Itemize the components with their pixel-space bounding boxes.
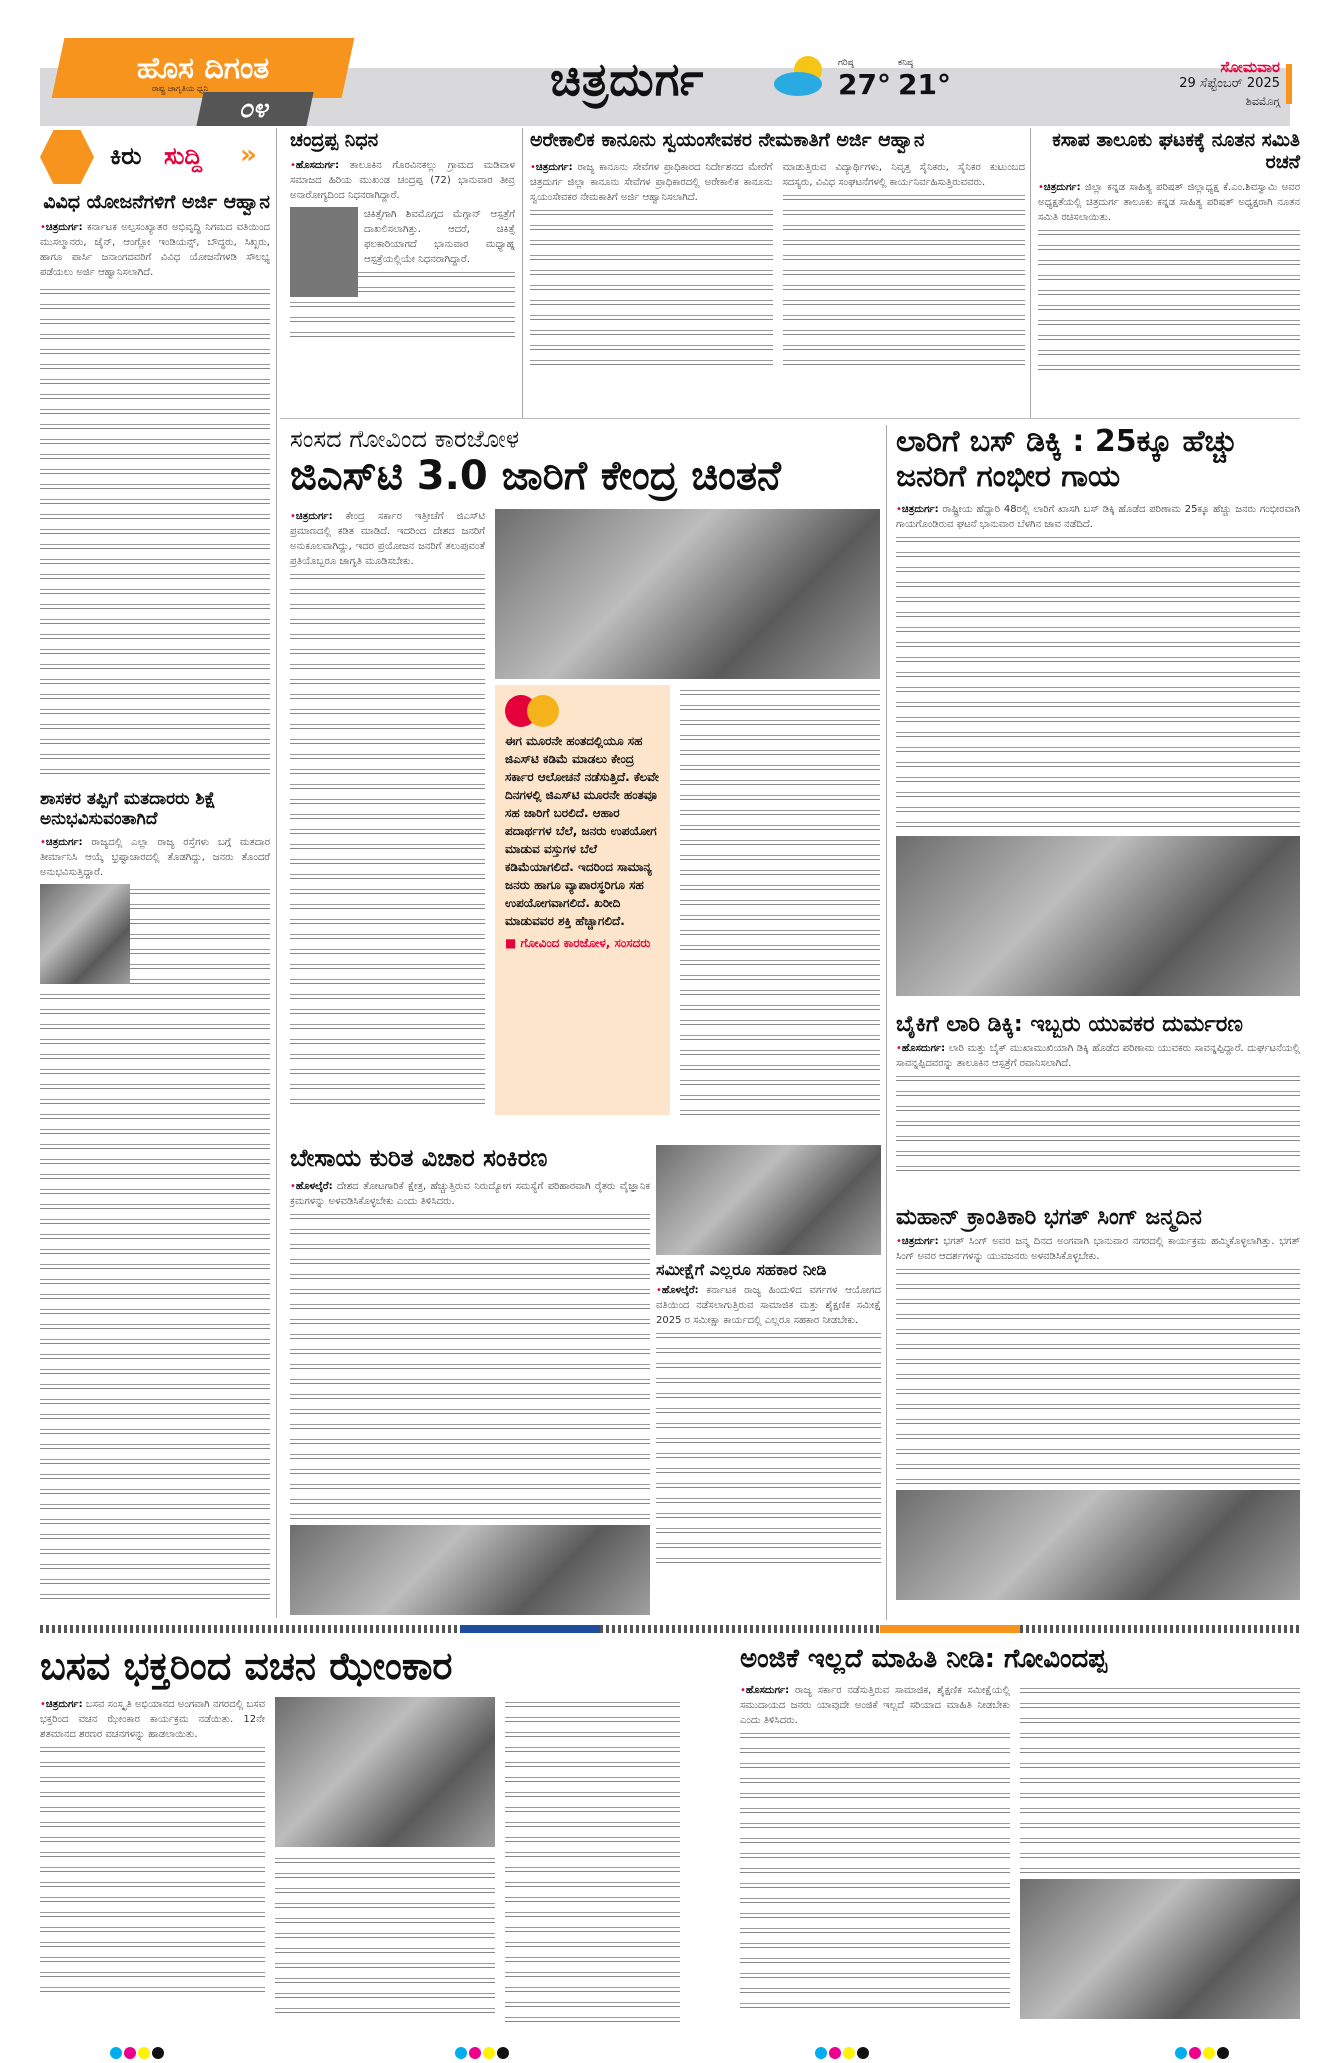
article-body-text — [656, 1328, 881, 1568]
article-text: ತಾಲೂಕಿನ ಗೊರವಿನಕಲ್ಲು ಗ್ರಾಮದ ಮಡಿವಾಳ ಸಮಾಜದ ಹಿರಿಯ ಮುಖಂಡ ಚಂದ್ರಪ್ಪ (72) ಭಾನುವಾರ ತೀವ್ರ ಅನಾರೋಗ್ಯದಿಂದ ನಿಧನರಾಗಿದ್ದಾರೆ. — [290, 159, 515, 201]
article-body-text — [40, 284, 270, 784]
dateline: ಹೊಸದುರ್ಗ: — [295, 159, 340, 171]
quote-text: ಈಗ ಮೂರನೇ ಹಂತದಲ್ಲಿಯೂ ಸಹ ಜಿಎಸ್‌ಟಿ ಕಡಿಮೆ ಮಾಡಲು ಕೇಂದ್ರ ಸರ್ಕಾರ ಆಲೋಚನೆ ನಡೆಸುತ್ತಿದೆ. ಕೆಲವೇ ದಿನಗಳಲ್ಲಿ ಜಿಎಸ್‌ಟಿ ಮೂರನೇ ಹಂತವೂ ಸಹ ಜಾರಿಗೆ ಬರಲಿದೆ. ಆಹಾರ ಪದಾರ್ಥಗಳ ಬೆಲೆ, ಜನರು ಉಪಯೋಗ ಮಾಡುವ ವಸ್ತುಗಳ ಬೆಲೆ ಕಡಿಮೆಯಾಗಲಿದೆ. ಇದರಿಂದ ಸಾಮಾನ್ಯ ಜನರು ಹಾಗೂ ವ್ಯಾಪಾರಸ್ಥರಿಗೂ ಸಹ ಉಪಯೋಗವಾಗಲಿದೆ. ಖರೀದಿ ಮಾಡುವವರ ಶಕ್ತಿ ಹೆಚ್ಚಾಗಲಿದೆ. — [505, 734, 659, 928]
article-kasapa: ಕಸಾಪ ತಾಲೂಕು ಘಟಕಕ್ಕೆ ನೂತನ ಸಮಿತಿ ರಚನೆ •ಚಿತ್ರದುರ್ಗ: ಜಿಲ್ಲಾ ಕನ್ನಡ ಸಾಹಿತ್ಯ ಪರಿಷತ್ ಜಿಲ್ಲಾಧ್ಯಕ್ಷ ಕೆ.ಎಂ.ಶಿವಸ್ವಾಮಿ ಅವರ ಅಧ್ಯಕ್ಷತೆಯಲ್ಲಿ ಚಿತ್ರದುರ್ಗ ತಾಲೂಕು ಕನ್ನಡ ಸಾಹಿತ್ಯ ಪರಿಷತ್ ಅಧ್ಯಕ್ಷರಾಗಿ ನೂತನ ಸಮಿತಿ ರಚಿಸಲಾಯಿತು. — [1038, 130, 1300, 375]
headline: ಶಾಸಕರ ತಪ್ಪಿಗೆ ಮತದಾರರು ಶಿಕ್ಷೆ ಅನುಭವಿಸುವಂತಾಗಿದೆ — [40, 789, 216, 829]
article-chandrappa: ಚಂದ್ರಪ್ಪ ನಿಧನ •ಹೊಸದುರ್ಗ: ತಾಲೂಕಿನ ಗೊರವಿನಕಲ್ಲು ಗ್ರಾಮದ ಮಡಿವಾಳ ಸಮಾಜದ ಹಿರಿಯ ಮುಖಂಡ ಚಂದ್ರಪ್ಪ (72) ಭಾನುವಾರ ತೀವ್ರ ಅನಾರೋಗ್ಯದಿಂದ ನಿಧನರಾಗಿದ್ದಾರೆ. ಚಿಕಿತ್ಸೆಗಾಗಿ ಶಿವಮೊಗ್ಗದ ಮೆಗ್ಗಾನ್ ಆಸ್ಪತ್ರೆಗೆ ದಾಖಲಿಸಲಾಗಿತ್ತು. ಆದರೆ, ಚಿಕಿತ್ಸೆ ಫಲಕಾರಿಯಾಗದೆ ಭಾನುವಾರ ಮಧ್ಯಾಹ್ನ ಆಸ್ಪತ್ರೆಯಲ್ಲಿಯೇ ನಿಧನರಾಗಿದ್ದಾರೆ. — [290, 130, 515, 347]
dateline: ಚಿತ್ರದುರ್ಗ: — [535, 161, 573, 173]
article-lorry-bus: ಲಾರಿಗೆ ಬಸ್ ಡಿಕ್ಕಿ : 25ಕ್ಕೂ ಹೆಚ್ಚು ಜನರಿಗೆ ಗಂಭೀರ ಗಾಯ •ಚಿತ್ರದುರ್ಗ: ರಾಷ್ಟ್ರೀಯ ಹೆದ್ದಾರಿ 48ರಲ್ಲಿ ಲಾರಿಗೆ ಖಾಸಗಿ ಬಸ್ ಡಿಕ್ಕಿ ಹೊಡೆದ ಪರಿಣಾಮ 25ಕ್ಕೂ ಹೆಚ್ಚು ಜನರು ಗಂಭೀರವಾಗಿ ಗಾಯಗೊಂಡಿರುವ ಘಟನೆ ಭಾನುವಾರ ಬೆಳಗಿನ ಜಾವ ನಡೆದಿದೆ. — [896, 425, 1300, 996]
article-text: ಕರ್ನಾಟಕ ರಾಜ್ಯ ಹಿಂದುಳಿದ ವರ್ಗಗಳ ಆಯೋಗದ ವತಿಯಿಂದ ನಡೆಸಲಾಗುತ್ತಿರುವ ಸಾಮಾಜಿಕ ಮತ್ತು ಶೈಕ್ಷಣಿಕ ಸಮೀಕ್ಷೆ 2025 ರ ಸಮೀಕ್ಷಾ ಕಾರ್ಯದಲ್ಲಿ ಎಲ್ಲರೂ ಸಹಕಾರ ನೀಡಬೇಕು. — [656, 1285, 881, 1327]
headline: ಬಸವ ಭಕ್ತರಿಂದ ವಚನ ಝೇಂಕಾರ — [40, 1644, 453, 1688]
article-text: ಕರ್ನಾಟಕ ಅಲ್ಪಸಂಖ್ಯಾತರ ಅಭಿವೃದ್ಧಿ ನಿಗಮದ ವತಿಯಿಂದ ಮುಸಲ್ಮಾನರು, ಜೈನ್, ಆಂಗ್ಲೋ ಇಂಡಿಯನ್ಸ್, ಬೌದ್ಧರು, ಸಿಖ್ಖರು, ಹಾಗೂ ಪಾರ್ಸಿ ಜನಾಂಗದವರಿಗೆ ವಿವಿಧ ಯೋಜನೆಗಳಡಿ ಸೌಲಭ್ಯ ಪಡೆಯಲು ಅರ್ಜಿ ಆಹ್ವಾನಿಸಲಾಗಿದೆ. — [40, 221, 270, 278]
print-registration-marks — [815, 2044, 871, 2063]
article-yojane: ವಿವಿಧ ಯೋಜನೆಗಳಿಗೆ ಅರ್ಜಿ ಆಹ್ವಾನ •ಚಿತ್ರದುರ್ಗ: ಕರ್ನಾಟಕ ಅಲ್ಪಸಂಖ್ಯಾತರ ಅಭಿವೃದ್ಧಿ ನಿಗಮದ ವತಿಯಿಂದ ಮುಸಲ್ಮಾನರು, ಜೈನ್, ಆಂಗ್ಲೋ ಇಂಡಿಯನ್ಸ್, ಬೌದ್ಧರು, ಸಿಖ್ಖರು, ಹಾಗೂ ಪಾರ್ಸಿ ಜನಾಂಗದವರಿಗೆ ವಿವಿಧ ಯೋಜನೆಗಳಡಿ ಸೌಲಭ್ಯ ಪಡೆಯಲು ಅರ್ಜಿ ಆಹ್ವಾನಿಸಲಾಗಿದೆ. — [40, 192, 270, 784]
article-text: ರಾಷ್ಟ್ರೀಯ ಹೆದ್ದಾರಿ 48ರಲ್ಲಿ ಲಾರಿಗೆ ಖಾಸಗಿ ಬಸ್ ಡಿಕ್ಕಿ ಹೊಡೆದ ಪರಿಣಾಮ 25ಕ್ಕೂ ಹೆಚ್ಚು ಜನರು ಗಂಭೀರವಾಗಿ ಗಾಯಗೊಂಡಿರುವ ಘಟನೆ ಭಾನುವಾರ ಬೆಳಗಿನ ಜಾವ ನಡೆದಿದೆ. — [896, 504, 1301, 530]
hand-icon — [40, 130, 94, 184]
weather-cloud-sun-icon — [770, 48, 832, 98]
city: ಶಿವಮೊಗ್ಗ — [1245, 95, 1280, 108]
headline: ವಿವಿಧ ಯೋಜನೆಗಳಿಗೆ ಅರ್ಜಿ ಆಹ್ವಾನ — [43, 191, 270, 213]
kiru-label: ಕಿರು — [110, 142, 142, 170]
headline: ಮಹಾನ್ ಕ್ರಾಂತಿಕಾರಿ ಭಗತ್ ಸಿಂಗ್ ಜನ್ಮದಿನ — [896, 1205, 1202, 1230]
headline: ಅಂಜಿಕೆ ಇಲ್ಲದೆ ಮಾಹಿತಿ ನೀಡಿ: ಗೋವಿಂದಪ್ಪ — [740, 1644, 1107, 1674]
article-arekalika: ಅರೇಕಾಲಿಕ ಕಾನೂನು ಸ್ವಯಂಸೇವಕರ ನೇಮಕಾತಿಗೆ ಅರ್ಜಿ ಆಹ್ವಾನ •ಚಿತ್ರದುರ್ಗ: ರಾಜ್ಯ ಕಾನೂನು ಸೇವೆಗಳ ಪ್ರಾಧಿಕಾರದ ನಿರ್ದೇಶನದ ಮೇರೆಗೆ ಚಿತ್ರದುರ್ಗ ಜಿಲ್ಲಾ ಕಾನೂನು ಸೇವೆಗಳ ಪ್ರಾಧಿಕಾರದಲ್ಲಿ ಅರೇಕಾಲಿಕ ಕಾನೂನು ಸ್ವಯಂಸೇವಕರ ನೇಮಕಾತಿಗೆ ಅರ್ಜಿ ಆಹ್ವಾನಿಸಲಾಗಿದೆ. ಮಾಡುತ್ತಿರುವ ವಿದ್ಯಾರ್ಥಿಗಳು, ನಿವೃತ್ತ ಸೈನಿಕರು, ಸೈನಿಕರ ಕುಟುಂಬದ ಸದಸ್ಯರು, ವಿವಿಧ ಸಂಘಟನೆಗಳಲ್ಲಿ ಕಾರ್ಯನಿರ್ವಹಿಸುತ್ತಿರುವವರು. — [530, 130, 1025, 370]
article-body-text — [290, 1209, 650, 1519]
dateline: ಚಿತ್ರದುರ್ಗ: — [901, 504, 939, 515]
hospital-photo — [896, 836, 1300, 996]
headline: ಬೈಕಿಗೆ ಲಾರಿ ಡಿಕ್ಕಿ: ಇಬ್ಬರು ಯುವಕರ ದುರ್ಮರಣ — [896, 1012, 1243, 1037]
article-text: ಕೇಂದ್ರ ಸರ್ಕಾರ ಇತ್ತೀಚೆಗೆ ಜಿಎಸ್‌ಟಿ ಪ್ರಮಾಣದಲ್ಲಿ ಕಡಿತ ಮಾಡಿದೆ. ಇದರಿಂದ ದೇಶದ ಜನರಿಗೆ ಅನುಕೂಲವಾಗಿದ್ದು, ಇದರ ಪ್ರಯೋಜನ ಜನರಿಗೆ ತಲುಪುವಂತೆ ಪ್ರತಿಯೊಬ್ಬರೂ ಜಾಗೃತಿ ಮೂಡಿಸಬೇಕು. — [290, 511, 485, 567]
article-body-text — [896, 1071, 1300, 1181]
headline: ಅರೇಕಾಲಿಕ ಕಾನೂನು ಸ್ವಯಂಸೇವಕರ ನೇಮಕಾತಿಗೆ ಅರ್ಜಿ ಆಹ್ವಾನ — [530, 129, 925, 151]
article-body-text — [896, 532, 1300, 832]
portrait-photo — [40, 884, 130, 984]
article-text: ರಾಜ್ಯ ಸರ್ಕಾರ ನಡೆಸುತ್ತಿರುವ ಸಾಮಾಜಿಕ, ಶೈಕ್ಷಣಿಕ ಸಮೀಕ್ಷೆಯಲ್ಲಿ ಸಮುದಾಯದ ಜನರು ಯಾವುದೇ ಅಂಜಿಕೆ ಇಲ್ಲದೆ ಸರಿಯಾದ ಮಾಹಿತಿ ನೀಡಬೇಕು ಎಂದು ತಿಳಿಸಿದರು. — [740, 1684, 1010, 1726]
community-photo — [1020, 1879, 1300, 2019]
dateline: ಚಿತ್ರದುರ್ಗ: — [901, 1236, 939, 1248]
article-body-text — [1020, 1683, 1300, 1873]
article-body-text — [505, 1697, 680, 2022]
press-meet-photo — [495, 509, 880, 679]
weekday: ಸೋಮವಾರ — [1220, 58, 1280, 76]
date: 29 ಸೆಪ್ಟೆಂಬರ್ 2025 — [1179, 76, 1280, 91]
headline: ಕಸಾಪ ತಾಲೂಕು ಘಟಕಕ್ಕೆ ನೂತನ ಸಮಿತಿ ರಚನೆ — [1052, 129, 1300, 173]
article-body-text — [896, 1264, 1300, 1484]
paper-name: ಹೊಸ ದಿಗಂತ — [136, 50, 270, 86]
article-text: ಬಸವ ಸಂಸ್ಕೃತಿ ಅಭಿಯಾನದ ಅಂಗವಾಗಿ ನಗರದಲ್ಲಿ ಬಸವ ಭಕ್ತರಿಂದ ವಚನ ಝೇಂಕಾರ ಕಾರ್ಯಕ್ರಮ ನಡೆಯಿತು. 12ನೇ ಶತಮಾನದ ಶರಣರ ವಚನಗಳನ್ನು ಹಾಡಲಾಯಿತು. — [40, 1698, 265, 1740]
article-text: ರಾಜ್ಯ ಕಾನೂನು ಸೇವೆಗಳ ಪ್ರಾಧಿಕಾರದ ನಿರ್ದೇಶನದ ಮೇರೆಗೆ ಚಿತ್ರದುರ್ಗ ಜಿಲ್ಲಾ ಕಾನೂನು ಸೇವೆಗಳ ಪ್ರಾಧಿಕಾರದಲ್ಲಿ ಅರೇಕಾಲಿಕ ಕಾನೂನು ಸ್ವಯಂಸೇವಕರ ನೇಮಕಾತಿಗೆ ಅರ್ಜಿ ಆಹ್ವಾನಿಸಲಾಗಿದೆ. — [530, 161, 773, 203]
article-body-text — [740, 1728, 1010, 2018]
article-body-text — [1038, 225, 1300, 375]
kicker: ಸಂಸದ ಗೋವಿಂದ ಕಾರಜೋಳ — [290, 425, 519, 453]
dateline: ಹೊಸದುರ್ಗ: — [745, 1684, 790, 1696]
article-body-text — [40, 884, 270, 1604]
article-text: ಜಿಲ್ಲಾ ಕನ್ನಡ ಸಾಹಿತ್ಯ ಪರಿಷತ್ ಜಿಲ್ಲಾಧ್ಯಕ್ಷ ಕೆ.ಎಂ.ಶಿವಸ್ವಾಮಿ ಅವರ ಅಧ್ಯಕ್ಷತೆಯಲ್ಲಿ ಚಿತ್ರದುರ್ಗ ತಾಲೂಕು ಕನ್ನಡ ಸಾಹಿತ್ಯ ಪರಿಷತ್ ಅಧ್ಯಕ್ಷರಾಗಿ ನೂತನ ಸಮಿತಿ ರಚಿಸಲಾಯಿತು. — [1038, 181, 1300, 223]
max-temp: ಗರಿಷ್ಠ 27° — [838, 58, 891, 101]
article-gst: ಸಂಸದ ಗೋವಿಂದ ಕಾರಜೋಳ ಜಿಎಸ್‌ಟಿ 3.0 ಜಾರಿಗೆ ಕೇಂದ್ರ ಚಿಂತನೆ •ಚಿತ್ರದುರ್ಗ: ಕೇಂದ್ರ ಸರ್ಕಾರ ಇತ್ತೀಚೆಗೆ ಜಿಎಸ್‌ಟಿ ಪ್ರಮಾಣದಲ್ಲಿ ಕಡಿತ ಮಾಡಿದೆ. ಇದರಿಂದ ದೇಶದ ಜನರಿಗೆ ಅನುಕೂಲವಾಗಿದ್ದು, ಇದರ ಪ್ರಯೋಜನ ಜನರಿಗೆ ತಲುಪುವಂತೆ ಪ್ರತಿಯೊಬ್ಬರೂ ಜಾಗೃತಿ ಮೂಡಿಸಬೇಕು. ಈಗ ಮೂರನೇ ಹಂತದಲ್ಲಿಯೂ ಸಹ ಜಿಎಸ್‌ಟಿ ಕಡಿಮೆ ಮಾಡಲು ಕೇಂದ್ರ ಸರ್ಕಾರ ಆಲೋಚನೆ ನಡೆಸುತ್ತಿದೆ. ಕೆಲವೇ ದಿನಗಳಲ್ಲಿ ಜಿಎಸ್‌ಟಿ ಮೂರನೇ ಹಂತವೂ ಸಹ ಜಾರಿಗೆ ಬರಲಿದೆ. ಆಹಾರ ಪದಾರ್ಥಗಳ ಬೆಲೆ, ಜನರು ಉಪಯೋಗ ಮಾಡುವ ವಸ್ತುಗಳ ಬೆಲೆ ಕಡಿಮೆಯಾಗಲಿದೆ. ಇದರಿಂದ ಸಾಮಾನ್ಯ ಜನರು ಹಾಗೂ ವ್ಯಾಪಾರಸ್ಥರಿಗೂ ಸಹ ಉಪಯೋಗವಾಗಲಿದೆ. ಖರೀದಿ ಮಾಡುವವರ ಶಕ್ತಿ ಹೆಚ್ಚಾಗಲಿದೆ. ■ ಗೋವಿಂದ ಕಾರಜೋಳ, ಸಂಸದರು — [290, 425, 880, 1115]
article-body-text — [680, 685, 880, 1115]
dateline: ಹೊಳಲ್ಕೆರೆ: — [661, 1285, 699, 1297]
meeting-photo — [656, 1145, 881, 1255]
headline: ಬೇಸಾಯ ಕುರಿತ ವಿಚಾರ ಸಂಕಿರಣ — [290, 1144, 548, 1172]
article-text: ಲಾರಿ ಮತ್ತು ಬೈಕ್ ಮುಖಾಮುಖಿಯಾಗಿ ಡಿಕ್ಕಿ ಹೊಡೆದ ಪರಿಣಾಮ ಯುವಕರು ಸಾವನ್ನಪ್ಪಿದ್ದಾರೆ. ದುರ್ಘಟನೆಯಲ್ಲಿ ಸಾವನ್ನಪ್ಪಿದವರನ್ನು ತಾಲೂಕಿನ ಆಸ್ಪತ್ರೆಗೆ ರವಾನಿಸಲಾಗಿದೆ. — [896, 1043, 1300, 1070]
headline: ಜಿಎಸ್‌ಟಿ 3.0 ಜಾರಿಗೆ ಕೇಂದ್ರ ಚಿಂತನೆ — [290, 453, 781, 499]
article-text: ದೇಶದ ತೋಟಗಾರಿಕೆ ಕ್ಷೇತ್ರ, ಹೆಚ್ಚುತ್ತಿರುವ ನಿರುದ್ಯೋಗ ಸಮಸ್ಯೆಗೆ ಪರಿಹಾರವಾಗಿ ರೈತರು ವೈಜ್ಞಾನಿಕ ಕ್ರಮಗಳನ್ನು ಅಳವಡಿಸಿಕೊಳ್ಳಬೇಕು ಎಂದು ತಿಳಿಸಿದರು. — [290, 1180, 650, 1207]
dateline: ಹೊಳಲ್ಕೆರೆ: — [295, 1180, 333, 1192]
chevrons-icon: » — [240, 140, 257, 170]
divider — [886, 425, 887, 1620]
article-text: ಮಾಡುತ್ತಿರುವ ವಿದ್ಯಾರ್ಥಿಗಳು, ನಿವೃತ್ತ ಸೈನಿಕರು, ಸೈನಿಕರ ಕುಟುಂಬದ ಸದಸ್ಯರು, ವಿವಿಧ ಸಂಘಟನೆಗಳಲ್ಲಿ ಕಾರ್ಯನಿರ್ವಹಿಸುತ್ತಿರುವವರು. — [782, 161, 1025, 188]
vachana-photo — [275, 1697, 495, 1847]
article-text: ರಾಜ್ಯದಲ್ಲಿ ಎಲ್ಲಾ ರಾಜ್ಯ ರಸ್ತೆಗಳು ಬಗ್ಗೆ ಮತದಾರ ತೀರ್ಮಾನಿಸಿ ಆಯ್ಕೆ ಭ್ರಷ್ಟಾಚಾರದಲ್ಲಿ ತೊಡಗಿದ್ದು, ಜನರು ತೊಂದರೆ ಅನುಭವಿಸುತ್ತಿದ್ದಾರೆ. — [40, 837, 270, 879]
article-besaya: ಬೇಸಾಯ ಕುರಿತ ವಿಚಾರ ಸಂಕಿರಣ •ಹೊಳಲ್ಕೆರೆ: ದೇಶದ ತೋಟಗಾರಿಕೆ ಕ್ಷೇತ್ರ, ಹೆಚ್ಚುತ್ತಿರುವ ನಿರುದ್ಯೋಗ ಸಮಸ್ಯೆಗೆ ಪರಿಹಾರವಾಗಿ ರೈತರು ವೈಜ್ಞಾನಿಕ ಕ್ರಮಗಳನ್ನು ಅಳವಡಿಸಿಕೊಳ್ಳಬೇಕು ಎಂದು ತಿಳಿಸಿದರು. — [290, 1145, 650, 1615]
dateline: ಹೊಸದುರ್ಗ: — [901, 1043, 946, 1055]
dateline: ಚಿತ್ರದುರ್ಗ: — [45, 837, 83, 849]
dateline: ಚಿತ್ರದುರ್ಗ: — [295, 511, 333, 522]
pull-quote: ಈಗ ಮೂರನೇ ಹಂತದಲ್ಲಿಯೂ ಸಹ ಜಿಎಸ್‌ಟಿ ಕಡಿಮೆ ಮಾಡಲು ಕೇಂದ್ರ ಸರ್ಕಾರ ಆಲೋಚನೆ ನಡೆಸುತ್ತಿದೆ. ಕೆಲವೇ ದಿನಗಳಲ್ಲಿ ಜಿಎಸ್‌ಟಿ ಮೂರನೇ ಹಂತವೂ ಸಹ ಜಾರಿಗೆ ಬರಲಿದೆ. ಆಹಾರ ಪದಾರ್ಥಗಳ ಬೆಲೆ, ಜನರು ಉಪಯೋಗ ಮಾಡುವ ವಸ್ತುಗಳ ಬೆಲೆ ಕಡಿಮೆಯಾಗಲಿದೆ. ಇದರಿಂದ ಸಾಮಾನ್ಯ ಜನರು ಹಾಗೂ ವ್ಯಾಪಾರಸ್ಥರಿಗೂ ಸಹ ಉಪಯೋಗವಾಗಲಿದೆ. ಖರೀದಿ ಮಾಡುವವರ ಶಕ್ತಿ ಹೆಚ್ಚಾಗಲಿದೆ. ■ ಗೋವಿಂದ ಕಾರಜೋಳ, ಸಂಸದರು — [495, 685, 670, 1115]
divider — [1030, 128, 1031, 418]
article-body-text — [275, 1853, 495, 2023]
event-photo — [896, 1490, 1300, 1600]
article-shasakara: ಶಾಸಕರ ತಪ್ಪಿಗೆ ಮತದಾರರು ಶಿಕ್ಷೆ ಅನುಭವಿಸುವಂತಾಗಿದೆ •ಚಿತ್ರದುರ್ಗ: ರಾಜ್ಯದಲ್ಲಿ ಎಲ್ಲಾ ರಾಜ್ಯ ರಸ್ತೆಗಳು ಬಗ್ಗೆ ಮತದಾರ ತೀರ್ಮಾನಿಸಿ ಆಯ್ಕೆ ಭ್ರಷ್ಟಾಚಾರದಲ್ಲಿ ತೊಡಗಿದ್ದು, ಜನರು ತೊಂದರೆ ಅನುಭವಿಸುತ್ತಿದ್ದಾರೆ. — [40, 790, 270, 1604]
article-text: ಭಗತ್ ಸಿಂಗ್ ಅವರ ಜನ್ಮ ದಿನದ ಅಂಗವಾಗಿ ಭಾನುವಾರ ನಗರದಲ್ಲಿ ಕಾರ್ಯಕ್ರಮ ಹಮ್ಮಿಕೊಳ್ಳಲಾಗಿತ್ತು. ಭಗತ್ ಸಿಂಗ್ ಅವರ ಆದರ್ಶಗಳನ್ನು ಯುವಜನರು ಅಳವಡಿಸಿಕೊಳ್ಳಬೇಕು. — [896, 1236, 1300, 1263]
headline: ಸಮೀಕ್ಷೆಗೆ ಎಲ್ಲರೂ ಸಹಕಾರ ನೀಡಿ — [656, 1260, 827, 1279]
article-body-text — [783, 190, 1026, 370]
section-divider — [40, 1625, 1300, 1633]
date-block — [1120, 58, 1280, 109]
print-registration-marks — [110, 2044, 166, 2063]
seminar-photo — [290, 1525, 650, 1615]
quote-icon — [527, 695, 559, 727]
article-body-text — [530, 205, 773, 370]
kiru-suddi-banner — [40, 130, 270, 190]
print-registration-marks — [1175, 2044, 1231, 2063]
obituary-photo — [290, 207, 358, 297]
edition-title: ಚಿತ್ರದುರ್ಗ — [550, 52, 705, 106]
print-registration-marks — [455, 2044, 511, 2063]
article-bhagat-singh: ಮಹಾನ್ ಕ್ರಾಂತಿಕಾರಿ ಭಗತ್ ಸಿಂಗ್ ಜನ್ಮದಿನ •ಚಿತ್ರದುರ್ಗ: ಭಗತ್ ಸಿಂಗ್ ಅವರ ಜನ್ಮ ದಿನದ ಅಂಗವಾಗಿ ಭಾನುವಾರ ನಗರದಲ್ಲಿ ಕಾರ್ಯಕ್ರಮ ಹಮ್ಮಿಕೊಳ್ಳಲಾಗಿತ್ತು. ಭಗತ್ ಸಿಂಗ್ ಅವರ ಆದರ್ಶಗಳನ್ನು ಯುವಜನರು ಅಳವಡಿಸಿಕೊಳ್ಳಬೇಕು. — [896, 1205, 1300, 1600]
article-sameekshe: ಸಮೀಕ್ಷೆಗೆ ಎಲ್ಲರೂ ಸಹಕಾರ ನೀಡಿ •ಹೊಳಲ್ಕೆರೆ: ಕರ್ನಾಟಕ ರಾಜ್ಯ ಹಿಂದುಳಿದ ವರ್ಗಗಳ ಆಯೋಗದ ವತಿಯಿಂದ ನಡೆಸಲಾಗುತ್ತಿರುವ ಸಾಮಾಜಿಕ ಮತ್ತು ಶೈಕ್ಷಣಿಕ ಸಮೀಕ್ಷೆ 2025 ರ ಸಮೀಕ್ಷಾ ಕಾರ್ಯದಲ್ಲಿ ಎಲ್ಲರೂ ಸಹಕಾರ ನೀಡಬೇಕು. — [656, 1145, 881, 1568]
article-anjike: ಅಂಜಿಕೆ ಇಲ್ಲದೆ ಮಾಹಿತಿ ನೀಡಿ: ಗೋವಿಂದಪ್ಪ •ಹೊಸದುರ್ಗ: ರಾಜ್ಯ ಸರ್ಕಾರ ನಡೆಸುತ್ತಿರುವ ಸಾಮಾಜಿಕ, ಶೈಕ್ಷಣಿಕ ಸಮೀಕ್ಷೆಯಲ್ಲಿ ಸಮುದಾಯದ ಜನರು ಯಾವುದೇ ಅಂಜಿಕೆ ಇಲ್ಲದೆ ಸರಿಯಾದ ಮಾಹಿತಿ ನೀಡಬೇಕು ಎಂದು ತಿಳಿಸಿದರು. — [740, 1645, 1300, 2019]
dateline: ಚಿತ್ರದುರ್ಗ: — [45, 221, 83, 233]
tagline: ರಾಷ್ಟ್ರ ಜಾಗೃತಿಯ ಧ್ವನಿ — [151, 84, 209, 93]
article-text: ಚಿಕಿತ್ಸೆಗಾಗಿ ಶಿವಮೊಗ್ಗದ ಮೆಗ್ಗಾನ್ ಆಸ್ಪತ್ರೆಗೆ ದಾಖಲಿಸಲಾಗಿತ್ತು. ಆದರೆ, ಚಿಕಿತ್ಸೆ ಫಲಕಾರಿಯಾಗದೆ ಭಾನುವಾರ ಮಧ್ಯಾಹ್ನ ಆಸ್ಪತ್ರೆಯಲ್ಲಿಯೇ ನಿಧನರಾಗಿದ್ದಾರೆ. — [364, 208, 515, 265]
quote-author: ಗೋವಿಂದ ಕಾರಜೋಳ, ಸಂಸದರು — [520, 936, 651, 950]
headline: ಲಾರಿಗೆ ಬಸ್ ಡಿಕ್ಕಿ : 25ಕ್ಕೂ ಹೆಚ್ಚು ಜನರಿಗೆ ಗಂಭೀರ ಗಾಯ — [896, 424, 1238, 494]
suddi-label: ಸುದ್ದಿ — [164, 142, 203, 170]
dateline: ಚಿತ್ರದುರ್ಗ: — [45, 1698, 83, 1710]
divider — [280, 418, 1300, 419]
page-number: ೦೪ — [196, 92, 313, 126]
headline: ಚಂದ್ರಪ್ಪ ನಿಧನ — [290, 129, 379, 151]
article-body-text — [290, 569, 485, 1104]
divider — [522, 128, 523, 418]
article-basava: ಬಸವ ಭಕ್ತರಿಂದ ವಚನ ಝೇಂಕಾರ •ಚಿತ್ರದುರ್ಗ: ಬಸವ ಸಂಸ್ಕೃತಿ ಅಭಿಯಾನದ ಅಂಗವಾಗಿ ನಗರದಲ್ಲಿ ಬಸವ ಭಕ್ತರಿಂದ ವಚನ ಝೇಂಕಾರ ಕಾರ್ಯಕ್ರಮ ನಡೆಯಿತು. 12ನೇ ಶತಮಾನದ ಶರಣರ ವಚನಗಳನ್ನು ಹಾಡಲಾಯಿತು. — [40, 1645, 680, 2023]
divider — [276, 128, 277, 1618]
dateline: ಚಿತ್ರದುರ್ಗ: — [1043, 181, 1081, 193]
article-body-text — [40, 1742, 265, 1992]
article-bike-lorry: ಬೈಕಿಗೆ ಲಾರಿ ಡಿಕ್ಕಿ: ಇಬ್ಬರು ಯುವಕರ ದುರ್ಮರಣ •ಹೊಸದುರ್ಗ: ಲಾರಿ ಮತ್ತು ಬೈಕ್ ಮುಖಾಮುಖಿಯಾಗಿ ಡಿಕ್ಕಿ ಹೊಡೆದ ಪರಿಣಾಮ ಯುವಕರು ಸಾವನ್ನಪ್ಪಿದ್ದಾರೆ. ದುರ್ಘಟನೆಯಲ್ಲಿ ಸಾವನ್ನಪ್ಪಿದವರನ್ನು ತಾಲೂಕಿನ ಆಸ್ಪತ್ರೆಗೆ ರವಾನಿಸಲಾಗಿದೆ. — [896, 1012, 1300, 1181]
accent-bar — [1286, 64, 1292, 104]
min-temp: ಕನಿಷ್ಠ 21° — [898, 58, 951, 101]
